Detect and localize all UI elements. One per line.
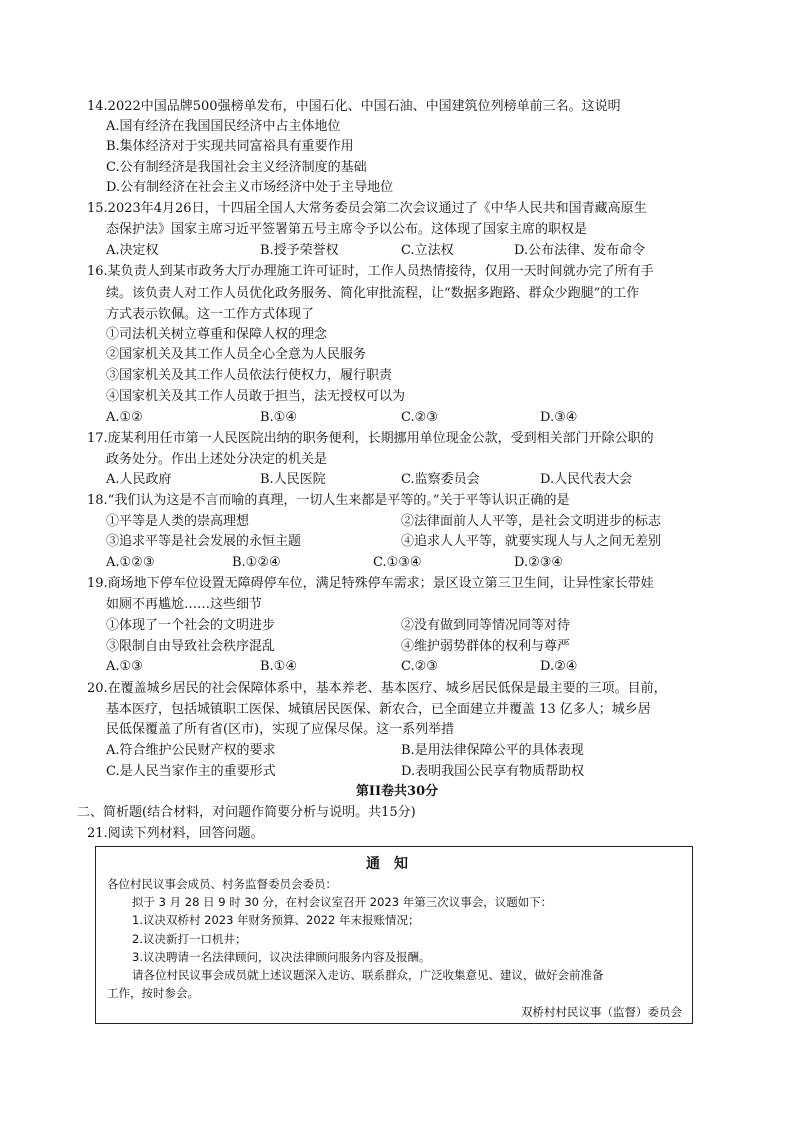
q15-stem-line1: 15.2023年4月26日，十四届全国人大常务委员会第二次会议通过了《中华人民共和国青藏高原生 (87, 201, 647, 216)
q19-option-c: C.②③ (401, 659, 438, 674)
q18-statement-1: ①平等是人类的崇高理想 (106, 514, 250, 529)
q15-option-b: B.授予荣誉权 (260, 243, 339, 258)
notice-item-3: 3.议决聘请一名法律顾问，议决法律顾问服务内容及报酬。 (132, 950, 431, 964)
notice-signature: 双桥村村民议事（监督）委员会 (521, 1005, 682, 1019)
q20-stem-line2: 基本医疗，包括城镇职工医保、城镇居民医保、新农合，已全面建立并覆盖 13 亿多人；城乡居 (106, 702, 651, 717)
q15-option-a: A.决定权 (106, 243, 159, 258)
q17-option-b: B.人民医院 (260, 472, 326, 487)
q19-option-b: B.①④ (260, 659, 297, 674)
q15-stem-line2: 态保护法》国家主席习近平签署第五号主席令予以公布。这体现了国家主席的职权是 (106, 222, 588, 237)
q19-stem-line2: 如厕不再尴尬……这些细节 (106, 597, 263, 612)
q17-option-d: D.人民代表大会 (540, 472, 633, 487)
q20-option-d: D.表明我国公民享有物质帮助权 (401, 764, 585, 779)
q18-statement-3: ③追求平等是社会发展的永恒主题 (106, 534, 302, 549)
q14-option-a: A.国有经济在我国国民经济中占主体地位 (106, 119, 341, 134)
q18-option-a: A.①②③ (106, 555, 155, 570)
q17-stem-line1: 17.庞某利用任市第一人民医院出纳的职务便利，长期挪用单位现金公款，受到相关部门开除公职的 (87, 431, 654, 446)
q14-stem: 14.2022中国品牌500强榜单发布，中国石化、中国石油、中国建筑位列榜单前三名。这说明 (87, 99, 621, 114)
q16-statement-1: ①司法机关树立尊重和保障人权的理念 (106, 327, 328, 342)
q14-option-c: C.公有制经济是我国社会主义经济制度的基础 (106, 160, 367, 175)
q16-option-a: A.①② (106, 410, 143, 425)
q20-stem-line3: 民低保覆盖了所有省(区市)，实现了应保尽保。这一系列举措 (106, 722, 455, 737)
q19-stem-line1: 19.商场地下停车位设置无障碍停车位，满足特殊停车需求；景区设立第三卫生间，让异性家长带娃 (87, 576, 654, 591)
notice-body-1: 拟于 3 月 28 日 9 时 30 分，在村会议室召开 2023 年第三次议事会，议题如下： (132, 895, 553, 909)
q14-option-b: B.集体经济对于实现共同富裕具有重要作用 (106, 139, 354, 154)
q15-option-c: C.立法权 (401, 243, 454, 258)
section-2-title: 第II卷共30分 (355, 784, 439, 799)
q14-option-d: D.公有制经济在社会主义市场经济中处于主导地位 (106, 180, 394, 195)
q19-statement-4: ④维护弱势群体的权利与尊严 (401, 639, 571, 654)
section-2-heading: 二、简析题(结合材料，对问题作简要分析与说明。共15分) (77, 805, 416, 820)
q19-option-d: D.②④ (540, 659, 578, 674)
notice-box (95, 846, 693, 1024)
notice-body-2a: 请各位村民议事会成员就上述议题深入走访、联系群众，广泛收集意见、建议，做好会前准备 (132, 968, 604, 982)
q16-statement-4: ④国家机关及其工作人员敢于担当，法无授权可以为 (106, 389, 406, 404)
q19-option-a: A.①③ (106, 659, 143, 674)
q18-option-c: C.①③④ (373, 555, 422, 570)
q18-statement-2: ②法律面前人人平等，是社会文明进步的标志 (401, 514, 662, 529)
q16-statement-2: ②国家机关及其工作人员全心全意为人民服务 (106, 347, 367, 362)
q16-option-c: C.②③ (401, 410, 438, 425)
q19-statement-1: ①体现了一个社会的文明进步 (106, 618, 276, 633)
notice-item-1: 1.议决双桥村 2023 年财务预算、2022 年末报账情况； (132, 913, 420, 927)
q16-stem-line3: 方式表示钦佩。这一工作方式体现了 (106, 307, 315, 322)
q16-option-b: B.①④ (260, 410, 297, 425)
q19-statement-2: ②没有做到同等情况同等对待 (401, 618, 571, 633)
notice-item-2: 2.议决新打一口机井； (132, 932, 247, 946)
q17-stem-line2: 政务处分。作出上述处分决定的机关是 (106, 452, 328, 467)
q18-option-d: D.②③④ (514, 555, 564, 570)
notice-title: 通知 (366, 856, 422, 872)
q20-option-a: A.符合维护公民财产权的要求 (106, 743, 276, 758)
q19-statement-3: ③限制自由导致社会秩序混乱 (106, 639, 276, 654)
q17-option-a: A.人民政府 (106, 472, 172, 487)
q16-statement-3: ③国家机关及其工作人员依法行使权力，履行职责 (106, 368, 393, 383)
q17-option-c: C.监察委员会 (401, 472, 480, 487)
q18-stem: 18.“我们认为这是不言而喻的真理，一切人生来都是平等的。”关于平等认识正确的是 (87, 493, 570, 508)
q18-statement-4: ④追求人人平等，就要实现人与人之间无差别 (401, 534, 662, 549)
q21-stem: 21.阅读下列材料，回答问题。 (87, 826, 264, 841)
notice-body-2b: 工作，按时参会。 (107, 986, 199, 1000)
notice-salutation: 各位村民议事会成员、村务监督委员会委员： (107, 877, 337, 891)
q18-option-b: B.①②④ (232, 555, 281, 570)
q20-stem-line1: 20.在覆盖城乡居民的社会保障体系中，基本养老、基本医疗、城乡居民低保是最主要的三项。目前， (87, 681, 667, 696)
q20-option-c: C.是人民当家作主的重要形式 (106, 764, 276, 779)
q16-stem-line2: 续。该负责人对工作人员优化政务服务、简化审批流程，让“数据多跑路、群众少跑腿”的工作 (106, 286, 640, 301)
q16-stem-line1: 16.某负责人到某市政务大厅办理施工许可证时，工作人员热情接待，仅用一天时间就办完了所有手 (87, 264, 654, 279)
q20-option-b: B.是用法律保障公平的具体表现 (401, 743, 584, 758)
q16-option-d: D.③④ (540, 410, 578, 425)
q15-option-d: D.公布法律、发布命令 (514, 243, 646, 258)
